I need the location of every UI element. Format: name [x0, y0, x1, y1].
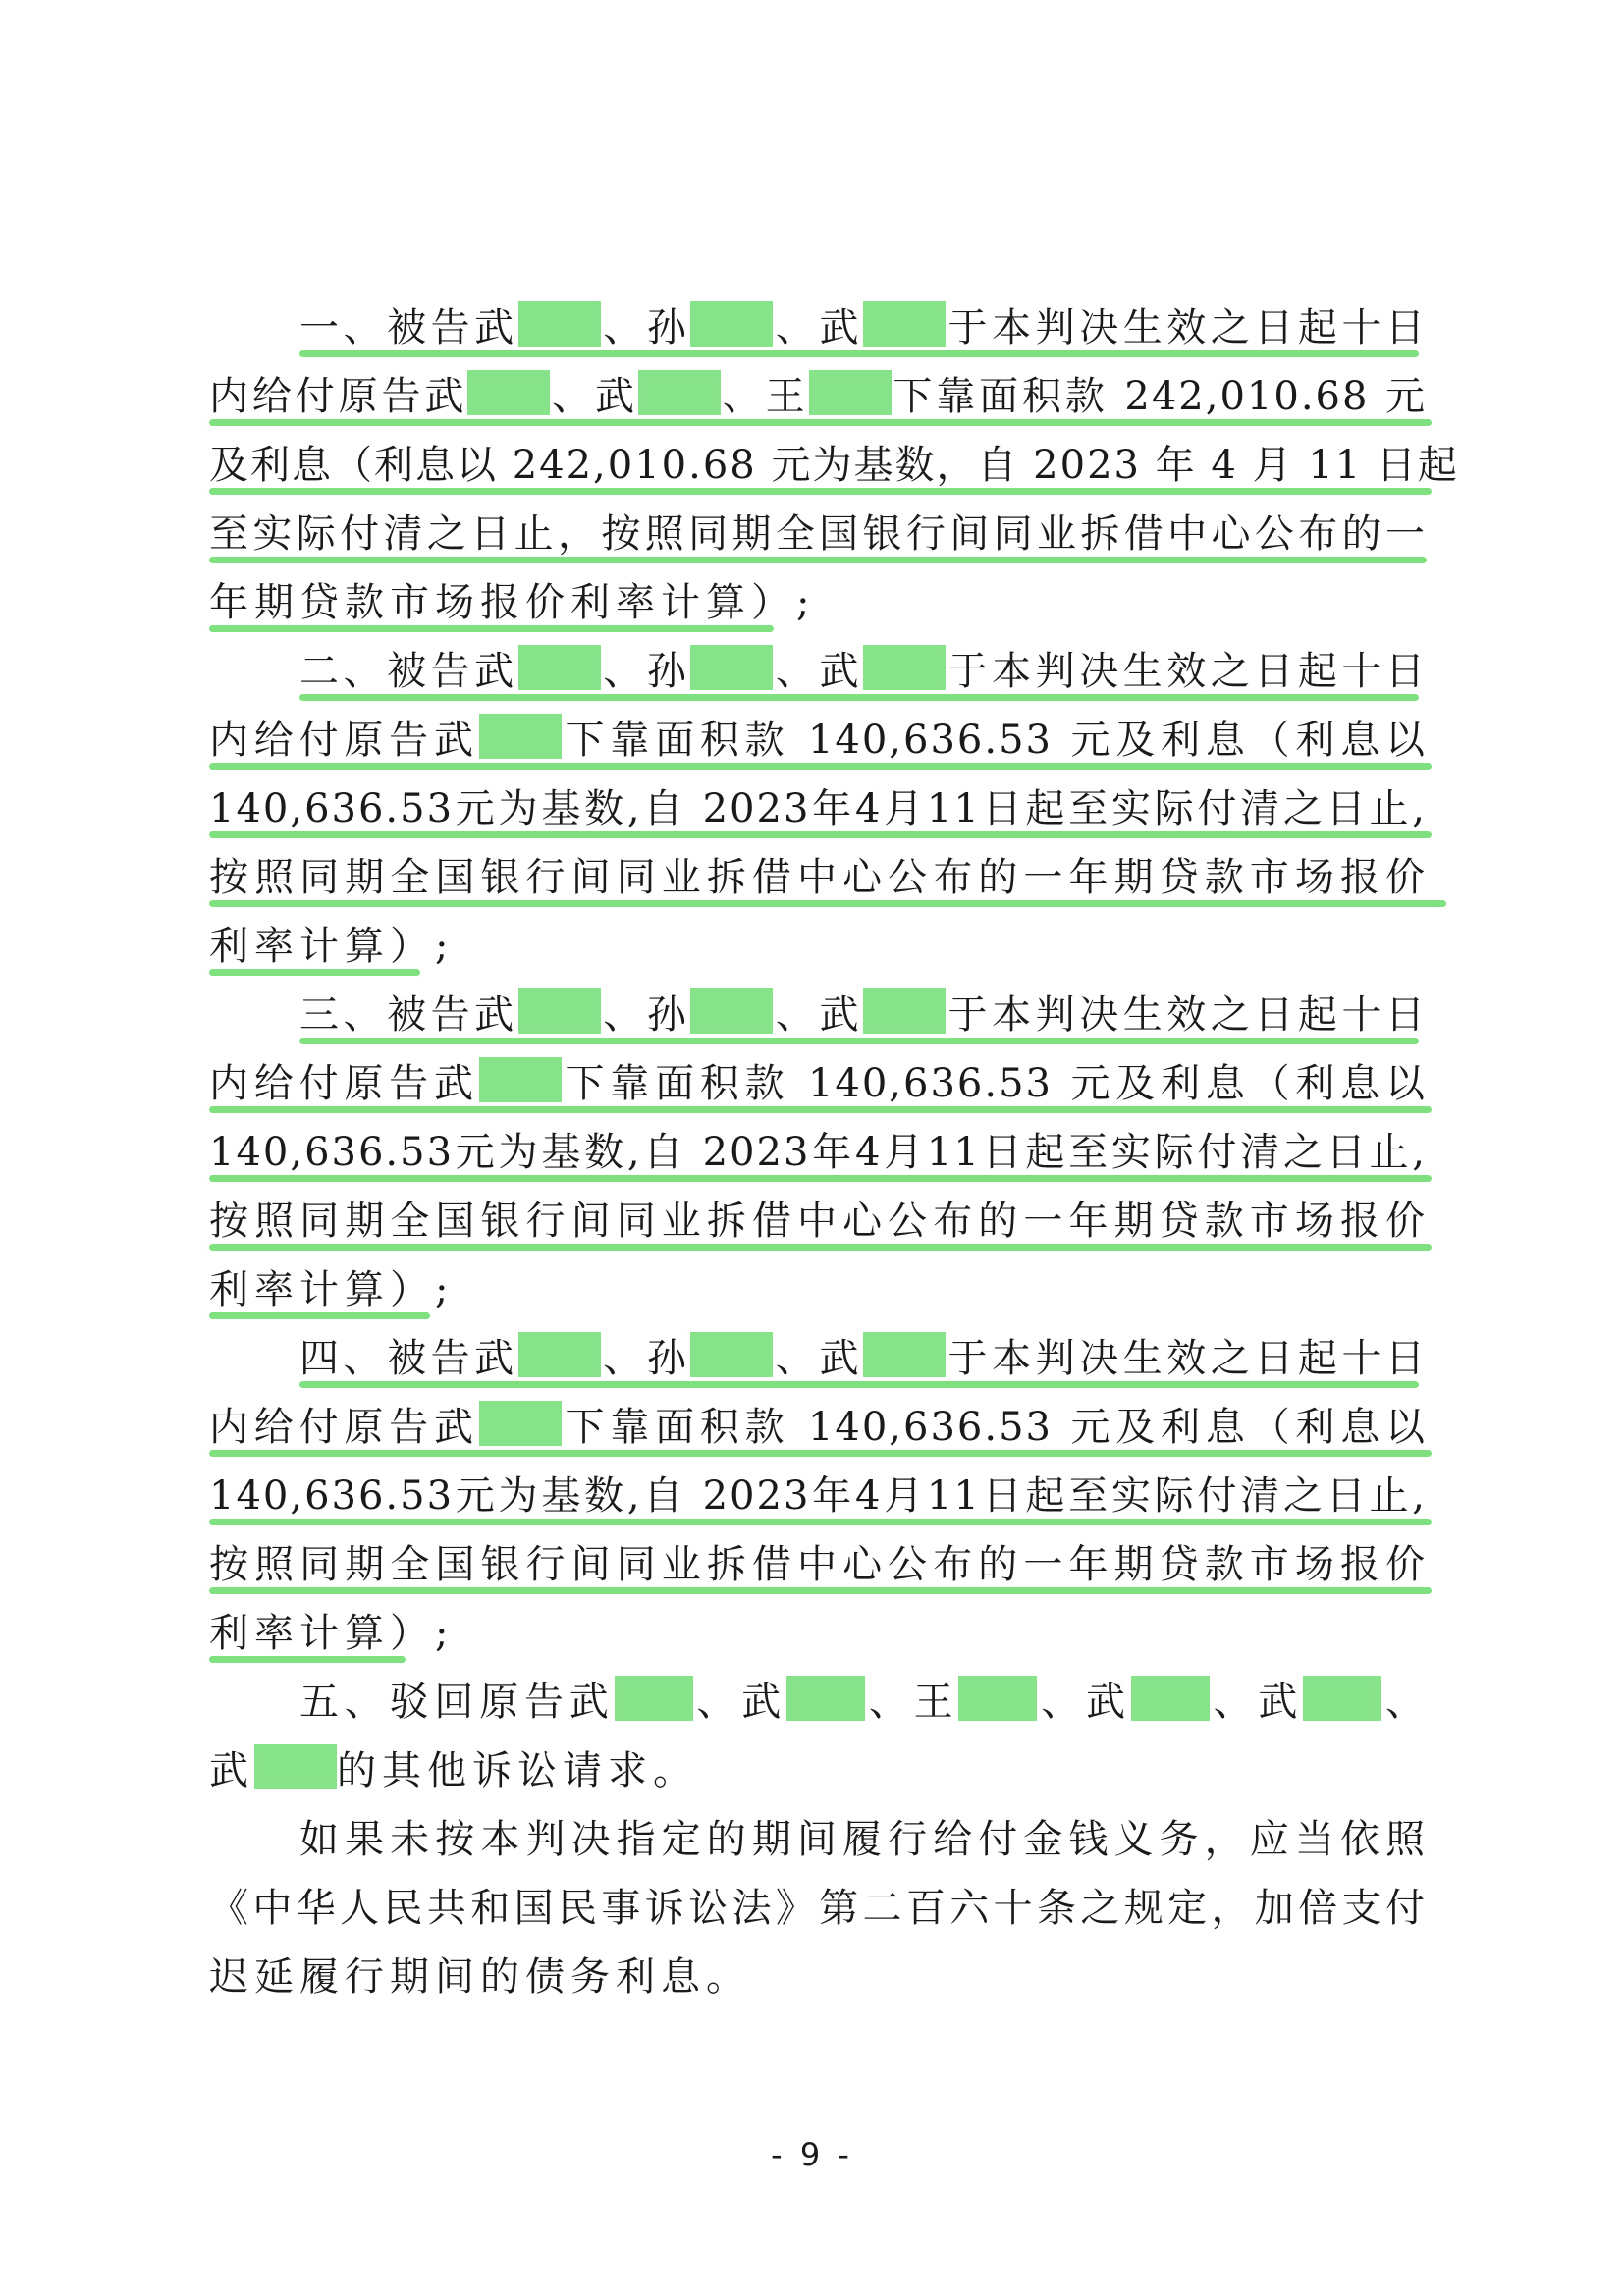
- redaction-block: [1303, 1676, 1381, 1721]
- item4-line1: 四、被告武 、孙 、武 于本判决生效之日起十日: [299, 1331, 1427, 1386]
- closing-line1: 如果未按本判决指定的期间履行给付金钱义务，应当依照: [299, 1817, 1427, 1862]
- redaction-block: [254, 1744, 337, 1789]
- closing-line2: 《中华人民共和国民事诉讼法》第二百六十条之规定，加倍支付: [209, 1886, 1427, 1931]
- item5-line1: 五、驳回原告武 、武 、王 、武 、武 、: [299, 1675, 1427, 1730]
- redaction-block: [863, 301, 946, 347]
- highlight-underline: [299, 350, 1419, 357]
- item4-line5: 利率计算）;: [209, 1611, 455, 1656]
- redaction-block: [809, 370, 892, 415]
- redaction-block: [690, 645, 773, 690]
- redaction-block: [958, 1676, 1037, 1721]
- highlight-underline: [209, 1312, 430, 1319]
- highlight-underline: [209, 1587, 1432, 1594]
- item3-line2: 内给付原告武 下靠面积款 140,636.53 元及利息（利息以: [209, 1056, 1427, 1111]
- item3-line4: 按照同期全国银行间同业拆借中心公布的一年期贷款市场报价: [209, 1199, 1427, 1244]
- redaction-block: [863, 645, 946, 690]
- redaction-block: [479, 1057, 562, 1102]
- item2-line2: 内给付原告武 下靠面积款 140,636.53 元及利息（利息以: [209, 713, 1427, 768]
- item2-line1: 二、被告武 、孙 、武 于本判决生效之日起十日: [299, 644, 1427, 699]
- item4-line4: 按照同期全国银行间同业拆借中心公布的一年期贷款市场报价: [209, 1542, 1427, 1587]
- item4-line3: 140,636.53元为基数,自 2023年4月11日起至实际付清之日止,: [209, 1473, 1427, 1519]
- item2-line4: 按照同期全国银行间同业拆借中心公布的一年期贷款市场报价: [209, 855, 1427, 900]
- redaction-block: [479, 714, 562, 759]
- item1-line2: 内给付原告武 、武 、王 下靠面积款 242,010.68 元: [209, 369, 1427, 424]
- redaction-block: [467, 370, 550, 415]
- redaction-block: [518, 988, 601, 1034]
- highlight-underline: [209, 1450, 1432, 1457]
- item4-line2: 内给付原告武 下靠面积款 140,636.53 元及利息（利息以: [209, 1400, 1427, 1455]
- highlight-underline: [209, 763, 1432, 770]
- redaction-block: [690, 301, 773, 347]
- redaction-block: [690, 988, 773, 1034]
- item3-line3: 140,636.53元为基数,自 2023年4月11日起至实际付清之日止,: [209, 1130, 1427, 1175]
- highlight-underline: [209, 419, 1432, 426]
- item1-line1: 一、被告武 、孙 、武 于本判决生效之日起十日: [299, 300, 1427, 355]
- item3-line1: 三、被告武 、孙 、武 于本判决生效之日起十日: [299, 988, 1427, 1042]
- highlight-underline: [299, 1038, 1419, 1044]
- item1-line4: 至实际付清之日止，按照同期全国银行间同业拆借中心公布的一: [209, 511, 1427, 557]
- redaction-block: [518, 1332, 601, 1377]
- item3-line5: 利率计算）;: [209, 1267, 455, 1312]
- highlight-underline: [209, 625, 774, 632]
- redaction-block: [518, 645, 601, 690]
- highlight-underline: [209, 831, 1432, 838]
- highlight-underline: [209, 557, 1427, 563]
- redaction-block: [786, 1676, 865, 1721]
- redaction-block: [863, 988, 946, 1034]
- item5-line2: 武 的其他诉讼请求。: [209, 1743, 698, 1798]
- closing-line3: 迟延履行期间的债务利息。: [209, 1954, 751, 2000]
- highlight-underline: [299, 1381, 1419, 1388]
- highlight-underline: [209, 1175, 1432, 1182]
- redaction-block: [863, 1332, 946, 1377]
- item2-line3: 140,636.53元为基数,自 2023年4月11日起至实际付清之日止,: [209, 786, 1427, 831]
- highlight-underline: [299, 694, 1419, 701]
- item1-line3: 及利息（利息以 242,010.68 元为基数，自 2023 年 4 月 11 日起: [209, 443, 1459, 488]
- highlight-underline: [209, 1106, 1432, 1113]
- redaction-block: [615, 1676, 693, 1721]
- redaction-block: [638, 370, 721, 415]
- highlight-underline: [209, 1519, 1432, 1525]
- redaction-block: [690, 1332, 773, 1377]
- redaction-block: [1131, 1676, 1210, 1721]
- highlight-underline: [209, 969, 420, 976]
- highlight-underline: [209, 900, 1446, 907]
- highlight-underline: [209, 488, 1432, 495]
- redaction-block: [518, 301, 601, 347]
- redaction-block: [479, 1401, 562, 1446]
- item1-line5: 年期贷款市场报价利率计算）;: [209, 580, 816, 625]
- highlight-underline: [209, 1656, 406, 1663]
- highlight-underline: [209, 1244, 1432, 1251]
- item2-line5: 利率计算）;: [209, 924, 455, 969]
- page-number: - 9 -: [771, 2136, 853, 2173]
